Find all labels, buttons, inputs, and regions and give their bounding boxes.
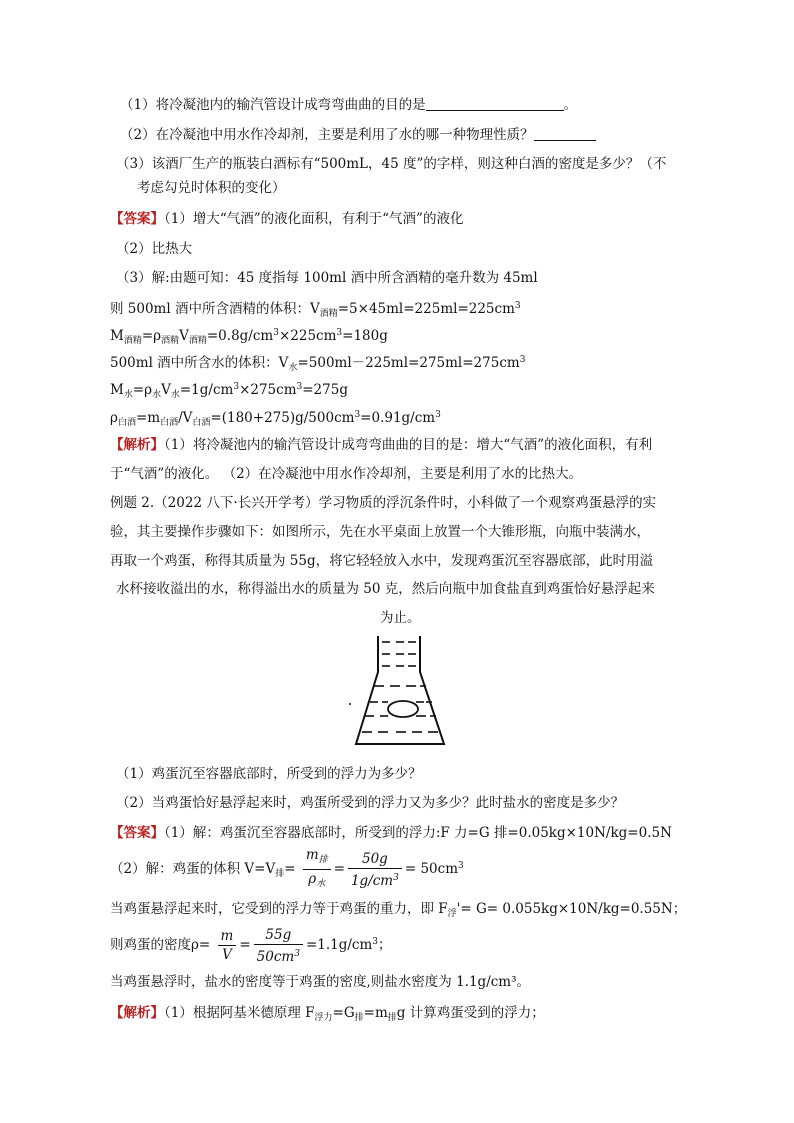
answer-2-line-1: 【答案】（1）解：鸡蛋沉至容器底部时，所受到的浮力:F 力=G 排=0.05kg×10N/kg=0.5N bbox=[110, 825, 672, 841]
example-2-line-2: 验，其主要操作步骤如下：如图所示，先在水平桌面上放置一个大锥形瓶，向瓶中装满水， bbox=[110, 524, 650, 540]
answer-line-3: （3）解:由题可知：45 度指每 100ml 酒中所含酒精的毫升数为 45ml bbox=[116, 270, 538, 286]
salt-water-density-line: 当鸡蛋悬浮时，盐水的密度等于鸡蛋的密度,则盐水密度为 1.1g/cm³。 bbox=[110, 974, 531, 990]
question-3-line-2: 考虑勾兑时体积的变化） bbox=[137, 180, 286, 196]
fraction-m-over-v: $\frac{m}{V}$ bbox=[218, 928, 237, 963]
calc-line-3: 500ml 酒中所含水的体积：$V_水=500ml-225ml=275ml=275cm^3$ bbox=[110, 355, 526, 373]
example-2-line-3: 再取一个鸡蛋，称得其质量为 55g，将它轻轻放入水中，发现鸡蛋沉至容器底部，此时用溢 bbox=[110, 553, 654, 569]
egg-shape bbox=[388, 701, 418, 717]
calc-line-4: $M_水=\rho_水V_水=1g/cm^3\times 275cm^3=275g$ bbox=[110, 382, 348, 400]
question-2: （2）在冷凝池中用水作冷却剂，主要是利用了水的哪一种物理性质？ bbox=[120, 126, 596, 144]
analysis-line-2: 于“气酒”的液化。 （2）在冷凝池中用水作冷却剂，主要是利用了水的比热大。 bbox=[110, 466, 583, 482]
calc-line-5: $\rho_{白酒}=m_{白酒}/V_{白酒}=(180+275)g/500cm^3=0.91g/cm^3$ bbox=[110, 410, 441, 428]
flask-outline bbox=[356, 636, 444, 744]
calc-line-2: $M_{酒精}=\rho_{酒精}V_{酒精}=0.8g/cm^3\times 225cm^3=180g$ bbox=[110, 328, 388, 346]
analysis-2-line-1: 【解析】（1）根据阿基米德原理 $F_{浮力}=G_排=m_排g$ 计算鸡蛋受到的浮力； bbox=[110, 1005, 545, 1023]
float-force-line: 当鸡蛋悬浮起来时，它受到的浮力等于鸡蛋的重力，即 $F_浮'= G= 0.055kg\times 10N/kg=0.55N$； bbox=[110, 901, 687, 919]
answer-blank-2 bbox=[534, 126, 596, 141]
fraction-values: $\frac{50g}{1g/cm^3}$ bbox=[348, 851, 402, 889]
analysis-line-1: 【解析】（1）将冷凝池内的输汽管设计成弯弯曲曲的目的是：增大“气酒”的液化面积，有利 bbox=[110, 437, 653, 453]
example-2-line-4: 水杯接收溢出的水，称得溢出水的质量为 50 克，然后向瓶中加食盐直到鸡蛋恰好悬浮起来 bbox=[116, 581, 655, 597]
answer-tag: 【答案】 bbox=[110, 211, 164, 227]
fraction-density-values: $\frac{55g}{50cm^3}$ bbox=[254, 927, 303, 965]
question-3-line-1: （3）该酒厂生产的瓶装白酒标有“500mL，45 度”的字样，则这种白酒的密度是多少？（不 bbox=[116, 156, 667, 172]
question-1: （1）将冷凝池内的输汽管设计成弯弯曲曲的目的是 。 bbox=[120, 97, 578, 113]
answer-line-1: 【答案】（1）增大“气酒”的液化面积，有利于“气酒”的液化 bbox=[110, 211, 464, 227]
calc-line-1: 则 500ml 酒中所含酒精的体积：$V_{酒精}=5\times 45ml=225ml=225cm^3$ bbox=[110, 301, 521, 319]
egg-density-line: 则鸡蛋的密度ρ= $\frac{m}{V}$ = $\frac{55g}{50cm^3}$ $=1.1g/cm^3$； bbox=[110, 926, 392, 965]
answer-blank-1 bbox=[426, 96, 564, 111]
question-2-1: （1）鸡蛋沉至容器底部时，所受到的浮力为多少？ bbox=[116, 766, 422, 782]
conical-flask-diagram bbox=[344, 632, 454, 748]
example-2-line-1: 例题 2.（2022 八下·长兴开学考）学习物质的浮沉条件时，小科做了一个观察鸡蛋悬浮的实 bbox=[110, 495, 657, 511]
analysis-tag: 【解析】 bbox=[110, 437, 164, 453]
answer-2-line-2: （2）解：鸡蛋的体积 $V=V_排=$ $\frac{m_排}{\rho_水}$ = $\frac{50g}{1g/cm^3}$ = $50cm^3$ bbox=[110, 846, 464, 894]
answer-line-2: （2）比热大 bbox=[116, 241, 193, 257]
question-2-2: （2）当鸡蛋恰好悬浮起来时，鸡蛋所受到的浮力又为多少？此时盐水的密度是多少？ bbox=[116, 795, 625, 811]
example-2-line-5: 为止。 bbox=[380, 610, 421, 626]
fraction-volume: $\frac{m_排}{\rho_水}$ bbox=[303, 847, 331, 892]
